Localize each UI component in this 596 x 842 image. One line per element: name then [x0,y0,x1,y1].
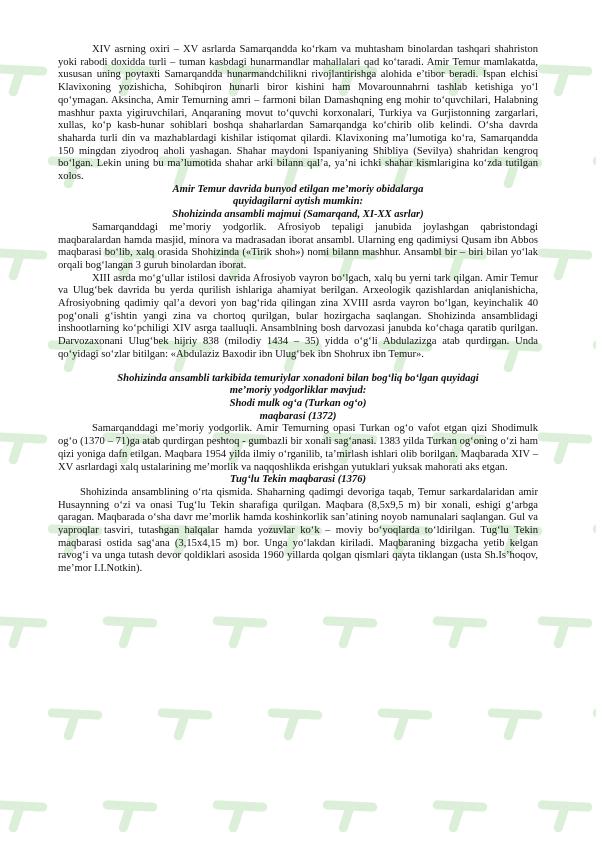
heading-tuglu-tekin: Tug‘lu Tekin maqbarasi (1376) [229,474,367,486]
watermark-mark [542,48,588,92]
heading-monuments-line2: quyidagilarni aytish mumkin: [232,196,364,208]
watermark-mark [327,600,373,644]
watermark-mark [0,600,43,644]
watermark-mark [0,784,43,828]
watermark-mark [437,784,483,828]
paragraph-shodi-mulk: Samarqanddagi me’moriy yodgorlik. Amir Temurning opasi Turkan og‘o vafot etgan qizi Shodimulk og‘o (1370 – 71)ga atab qurdirgan peshtoq - gumbazli bir xonali sag‘anasi. 1383 yilda Turkan og‘oning o‘zi ham qizi yoniga dafn etilgan. Maqbara 1954 yilda ilmiy o‘rganilib, ta’mirlash ishlari olib borilgan. Maqbarada XIV – XV asrlardagi xalq ustalarining me’morlik va naqqoshlikda erishgan yutuklari yuksak mahorati aks etgan. [58,423,538,473]
watermark-mark [272,692,318,736]
watermark-mark [52,692,98,736]
watermark-mark [437,600,483,644]
watermark-mark [0,48,43,92]
paragraph-shohizinda-overview: Samarqanddagi me’moriy yodgorlik. Afrosiyob tepaligi janubida joylashgan qabristondagi maqbaralardan hamda masjid, minora va madrasadan iborat ansambl. Ularning eng qadimiysi Qusam ibn Abbos maqbarasi bo‘lib, xalq orasida Shohizinda («Tirik shoh») nomi bilann mashhur. Ansambl bir – biri bilan yo‘lak orqali bog‘langan 3 guruh binolardan iborat. [58,221,538,271]
watermark-mark [542,232,588,276]
heading-monuments-line1: Amir Temur davrida bunyod etilgan me’moriy obidalarga [172,183,424,195]
watermark-mark [217,784,263,828]
watermark-mark [107,784,153,828]
watermark-mark [542,416,588,460]
watermark-mark [492,692,538,736]
paragraph-intro: XIV asrning oxiri – XV asrlarda Samarqandda ko‘rkam va muhtasham binolardan tashqari shahriston yoki rabodi doxidda turli – tuman kasbdagi hunarmandlar mahallalari qad ko‘taradi. Amir Temur mamlakatda, xususan uning poytaxti Samarqandda hunarmandchilikni rivojlantirishga alohida e’tibor beradi. Ispan elchisi Klavixoning yozishicha, Sohibqiron hunarli biror kishini ham Movarounnahrni tashlab ketishiga yo‘l qo‘ymagan. Aksincha, Amir Temurning amri – farmoni bilan Damashqning eng mohir to‘quvchilari, Halabning mashhur paxta yigiruvchilari, Anqaraning movut to‘quvchi korxonalari, Turkiya va Gurjistonning zargarlari, xullas, ko‘p kasb-hunar sohiblari boshqa shaharlardan Samarqandga ko‘chirib olib kelindi. O‘sha davrda shaharda turli din va mazhablardagi kishilar istiqomat qilardi. Klavixoning ma’lumotiga ko‘ra, Samarqandda 150 mingdan ziyodroq aholi yashagan. Shahar maydoni Ispaniyaning Shibliya (Sevilya) shahridan kengroq bo‘lgan. Lekin uning bu ma’lumotida shahar arki bilann qal’a, ya’ni ichki shahar kismlarigina ko‘zda tutilgan xolos. [58,44,538,183]
heading-shodi-mulk-line1: Shodi mulk og‘a (Turkan og‘o) [229,397,367,409]
heading-shohizinda: Shohizinda ansambli majmui (Samarqand, XI-XX asrlar) [172,209,424,221]
heading-shodi-mulk-line2: maqbarasi (1372) [259,410,337,422]
document-body [58,44,538,576]
watermark-mark [542,600,588,644]
watermark-mark [107,600,153,644]
watermark-mark [0,232,43,276]
watermark-mark [0,416,43,460]
watermark-mark [162,692,208,736]
watermark-mark [217,600,263,644]
heading-timurid-monuments-line1: Shohizinda ansambli tarkibida temuriylar xonadoni bilan bog‘liq bo‘lgan quyidagi [117,372,479,384]
paragraph-shohizinda-history: XIII asrda mo‘g‘ullar istilosi davrida Afrosiyob vayron bo‘lgach, xalq bu yerni tark qilgan. Amir Temur va Ulug‘bek davrida bu yerda qurilish ishlariga ahamiyat berilgan. Arxeologik qazishlardan aniqlanishicha, Afrosiyobning qadimiy qal’a devori yon bag‘rida qilingan zina XVIII asrda vayron bo‘lgan, keyinchalik 40 pog‘onali g‘ishtin yangi zina va chortoq qurilgan, bular hozirgacha saqlangan. Shohizinda ansamblidagi inshootlarning ko‘pchiligi XIV asrga taalluqli. Ansamblning bosh darvozasi janubda ko‘chaga qaratib qurilgan. Darvozaxonani Ulug‘bek hijriy 838 (milodiy 1434 – 35) yidda o‘g‘li Abdulazizga atab qurdirgan. Unda qo‘yidagi so‘zlar bitilgan: «Abdulaziz Baxodir ibn Ulug‘bek ibn Shohrux ibn Temur». [58,272,538,360]
paragraph-tuglu-tekin: Shohizinda ansamblining o‘rta qismida. Shaharning qadimgi devoriga taqab, Temur sarkardalaridan amir Husaynning o‘zi va onasi Tug‘lu Tekin sharafiga qurilgan. Maqbara (8,5x9,5 m) bir xonali, eshigi g‘arbga qaragan. Maqbarada o‘sha davr me’morlik hamda koshinkorlik san’atining noyob namunalari saqlangan. Gul va yaproqlar tasviri, tutashgan halqalar hamda yozuvlar ko‘k – moviy bo‘yoqlarda to‘ldirilgan. Tug‘lu Tekin maqbarasi ostida sag‘ana (3,15x4,15 m) bor. Unga yo‘lakdan kiriladi. Maqbaraning bizgacha yetib kelgan ravog‘i va unga tutash devor qoldiklari asosida 1960 yillarda qolgan qismlari qayta tiklangan (usta Sh.Is’hoqov, me’mor I.I.Notkin). [58,486,538,575]
heading-timurid-monuments-line2: me’moriy yodgorliklar mavjud: [229,385,367,397]
watermark-mark [327,784,373,828]
watermark-mark [382,692,428,736]
watermark-mark [542,784,588,828]
